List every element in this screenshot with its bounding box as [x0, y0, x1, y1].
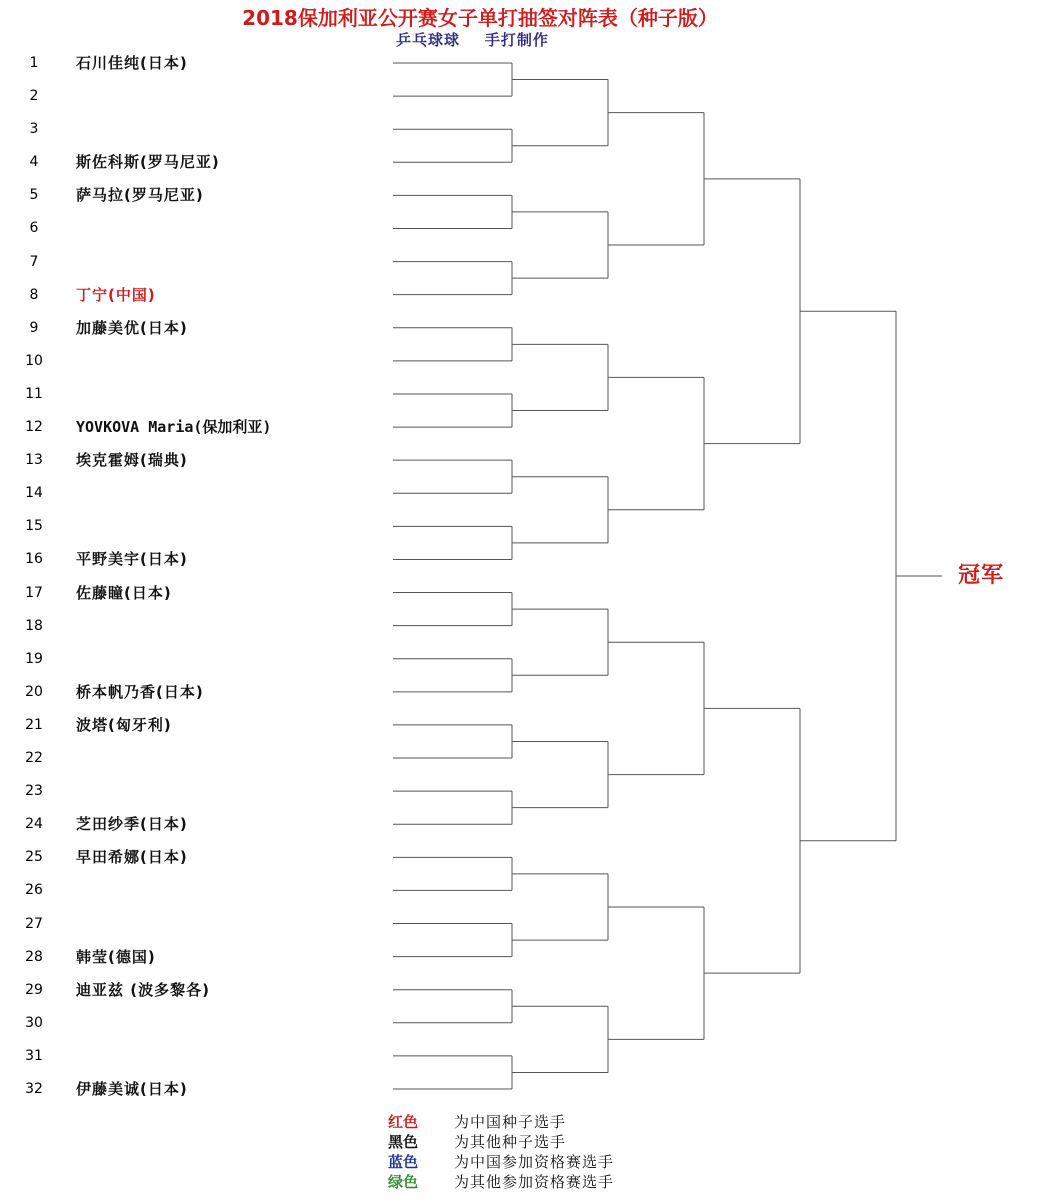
seed-number: 8 [29, 286, 39, 303]
legend-color-label: 黑色 [388, 1133, 419, 1151]
page-subtitle: 乒乓球球 手打制作 [396, 31, 549, 49]
player-name: 早田希娜(日本) [76, 848, 188, 867]
legend-item [388, 1172, 614, 1192]
seed-number: 9 [29, 319, 39, 336]
seed-number: 18 [25, 617, 43, 634]
seed-number: 24 [25, 816, 43, 833]
seed-number: 16 [25, 551, 43, 568]
seed-number: 19 [25, 650, 43, 667]
legend-description: 为其他参加资格赛选手 [454, 1173, 615, 1191]
seed-number: 4 [29, 154, 39, 171]
seed-number: 5 [29, 187, 39, 204]
player-name: 桥本帆乃香(日本) [76, 682, 204, 701]
player-name: 佐藤瞳(日本) [76, 583, 172, 602]
player-name: 迪亚兹 (波多黎各) [76, 980, 210, 999]
legend-item [388, 1132, 614, 1152]
page-title: 2018保加利亚公开赛女子单打抽签对阵表（种子版） [242, 6, 718, 30]
seed-number: 31 [25, 1047, 43, 1064]
player-name: YOVKOVA Maria(保加利亚) [76, 418, 272, 437]
seed-number: 22 [25, 750, 43, 767]
seed-number: 13 [25, 452, 43, 469]
seed-number: 14 [25, 485, 43, 502]
seed-number: 12 [25, 419, 43, 436]
seed-number: 25 [25, 849, 43, 866]
legend-color-label: 绿色 [388, 1173, 419, 1191]
player-name: 埃克霍姆(瑞典) [76, 451, 188, 470]
champion-label: 冠军 [958, 563, 1005, 588]
seed-number: 21 [25, 716, 43, 733]
seed-number: 2 [29, 88, 39, 105]
legend-item [388, 1152, 614, 1172]
seed-number: 27 [25, 915, 43, 932]
player-name: 丁宁(中国) [76, 285, 156, 304]
player-name: 韩莹(德国) [76, 947, 156, 966]
seed-number: 10 [25, 352, 43, 369]
player-name: 平野美宇(日本) [76, 550, 188, 569]
seed-number: 7 [29, 253, 39, 270]
seed-number: 1 [29, 55, 39, 71]
seed-number: 32 [25, 1081, 43, 1097]
player-name: 斯佐科斯(罗马尼亚) [76, 153, 220, 172]
seed-number: 11 [25, 385, 43, 402]
legend [388, 1112, 614, 1192]
player-name: 萨马拉(罗马尼亚) [76, 186, 204, 205]
seed-number: 20 [25, 683, 43, 700]
seed-number: 6 [29, 220, 39, 237]
seed-number: 23 [25, 783, 43, 800]
player-name: 波塔(匈牙利) [76, 715, 172, 734]
player-name: 加藤美优(日本) [76, 318, 188, 337]
seed-number: 17 [25, 584, 43, 601]
legend-color-label: 红色 [388, 1113, 419, 1131]
legend-description: 为中国参加资格赛选手 [454, 1153, 615, 1171]
seed-number: 28 [25, 948, 43, 965]
seed-number: 29 [25, 981, 43, 998]
seed-number: 26 [25, 882, 43, 899]
player-name: 芝田纱季(日本) [76, 815, 188, 834]
legend-description: 为中国种子选手 [454, 1113, 567, 1131]
player-name: 石川佳纯(日本) [76, 54, 188, 72]
seed-number: 3 [29, 121, 39, 138]
legend-description: 为其他种子选手 [454, 1133, 567, 1151]
seed-number: 30 [25, 1014, 43, 1031]
seed-number: 15 [25, 518, 43, 535]
legend-color-label: 蓝色 [388, 1153, 419, 1171]
legend-item [388, 1112, 614, 1132]
player-name: 伊藤美诚(日本) [76, 1080, 188, 1098]
